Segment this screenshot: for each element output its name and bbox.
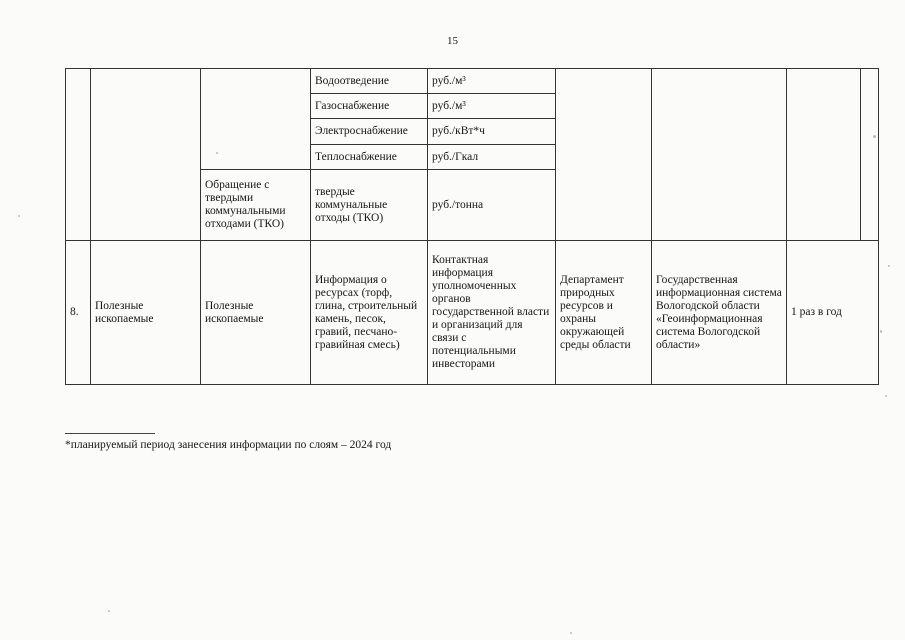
scan-speck <box>570 632 572 634</box>
scan-speck <box>880 330 882 333</box>
scan-speck <box>873 135 876 138</box>
category-cell: Полезные ископаемые <box>91 241 201 385</box>
unit-cell: руб./кВт*ч <box>428 119 556 145</box>
scan-speck <box>885 395 887 397</box>
metric-cell: Теплоснабжение <box>311 145 428 170</box>
contact-cell-empty <box>556 69 652 241</box>
section-cell: Обращение с твердыми коммунальными отходами (ТКО) <box>201 170 311 241</box>
department-cell: Департамент природных ресурсов и охраны окружающей среды области <box>556 241 652 385</box>
page-number: 15 <box>447 35 458 47</box>
metric-cell: Газоснабжение <box>311 94 428 119</box>
scan-speck <box>18 215 20 217</box>
infrastructure-table <box>65 68 879 385</box>
unit-cell: руб./тонна <box>428 170 556 241</box>
system-cell-empty <box>787 69 861 241</box>
frequency-cell-empty <box>861 69 879 241</box>
category-cell-empty <box>91 69 201 241</box>
metric-cell: Информация о ресурсах (торф, глина, строительный камень, песок, гравий, песчано-гравийная смесь) <box>311 241 428 385</box>
section-cell-empty <box>201 69 311 170</box>
unit-cell: руб./м³ <box>428 94 556 119</box>
scan-speck <box>888 265 890 267</box>
department-cell-empty <box>652 69 787 241</box>
unit-cell: руб./Гкал <box>428 145 556 170</box>
contact-cell: Контактная информация уполномоченных органов государственной власти и организаций для связи с потенциальными инвесторами <box>428 241 556 385</box>
metric-cell: Электроснабжение <box>311 119 428 145</box>
row-number: 8. <box>66 241 91 385</box>
metric-cell: твердые коммунальные отходы (ТКО) <box>311 170 428 241</box>
number-cell-empty <box>66 69 91 241</box>
table-row <box>66 69 879 94</box>
unit-cell: руб./м³ <box>428 69 556 94</box>
section-cell: Полезные ископаемые <box>201 241 311 385</box>
table-row <box>66 241 879 385</box>
frequency-cell: 1 раз в год <box>787 241 879 385</box>
system-cell: Государственная информационная система Вологодской области «Геоинформационная система Вологодской области» <box>652 241 787 385</box>
footnote: *планируемый период занесения информации по слоям – 2024 год <box>65 439 392 451</box>
scan-speck <box>108 610 110 612</box>
scan-speck <box>216 152 218 154</box>
metric-cell: Водоотведение <box>311 69 428 94</box>
footnote-separator <box>65 433 155 434</box>
